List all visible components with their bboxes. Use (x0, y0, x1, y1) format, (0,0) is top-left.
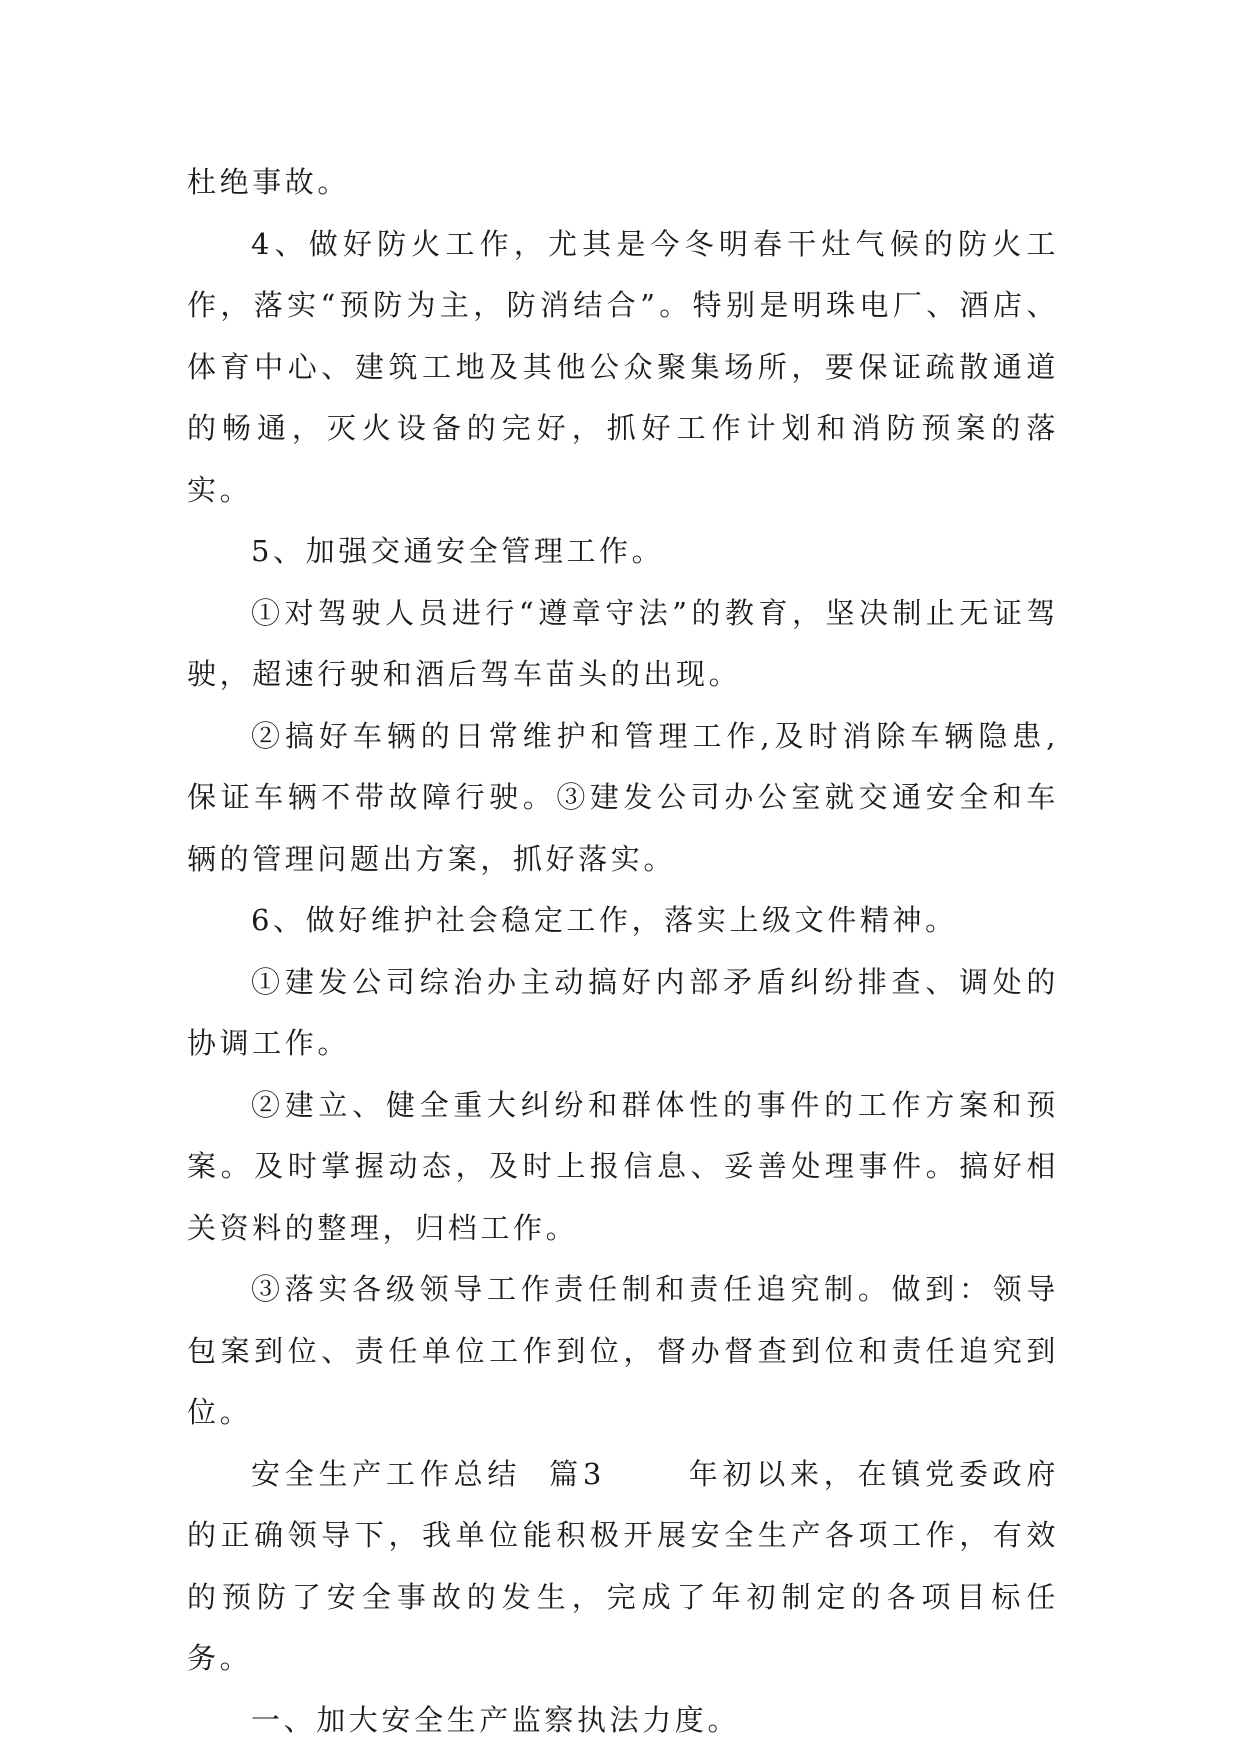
paragraph: ①对驾驶人员进行“遵章守法”的教育，坚决制止无证驾驶，超速行驶和酒后驾车苗头的出现。 (187, 595, 1059, 691)
paragraph: 安全生产工作总结 篇3 年初以来，在镇党委政府的正确领导下，我单位能积极开展安全生产各项工作，有效的预防了安全事故的发生，完成了年初制定的各项目标任务。 (187, 1456, 1059, 1675)
paragraph: 一、加大安全生产监察执法力度。 (251, 1702, 741, 1737)
paragraph: ①建发公司综治办主动搞好内部矛盾纠纷排查、调处的协调工作。 (187, 964, 1059, 1060)
paragraph: ②搞好车辆的日常维护和管理工作,及时消除车辆隐患,保证车辆不带故障行驶。③建发公司办公室就交通安全和车辆的管理问题出方案，抓好落实。 (187, 718, 1059, 876)
paragraph: ③落实各级领导工作责任制和责任追究制。做到：领导包案到位、责任单位工作到位，督办督查到位和责任追究到位。 (187, 1272, 1059, 1429)
paragraph: 杜绝事故。 (187, 165, 351, 199)
document-body (187, 152, 1059, 1751)
paragraph: 5、加强交通安全管理工作。 (251, 534, 665, 568)
paragraph: ②建立、健全重大纠纷和群体性的事件的工作方案和预案。及时掌握动态，及时上报信息、妥善处理事件。搞好相关资料的整理，归档工作。 (187, 1087, 1059, 1245)
paragraph: 4、做好防火工作，尤其是今冬明春干灶气候的防火工作，落实“预防为主，防消结合”。特别是明珠电厂、酒店、体育中心、建筑工地及其他公众聚集场所，要保证疏散通道的畅通，灭火设备的完好，抓好工作计划和消防预案的落实。 (187, 226, 1059, 507)
paragraph: 6、做好维护社会稳定工作，落实上级文件精神。 (251, 903, 958, 937)
